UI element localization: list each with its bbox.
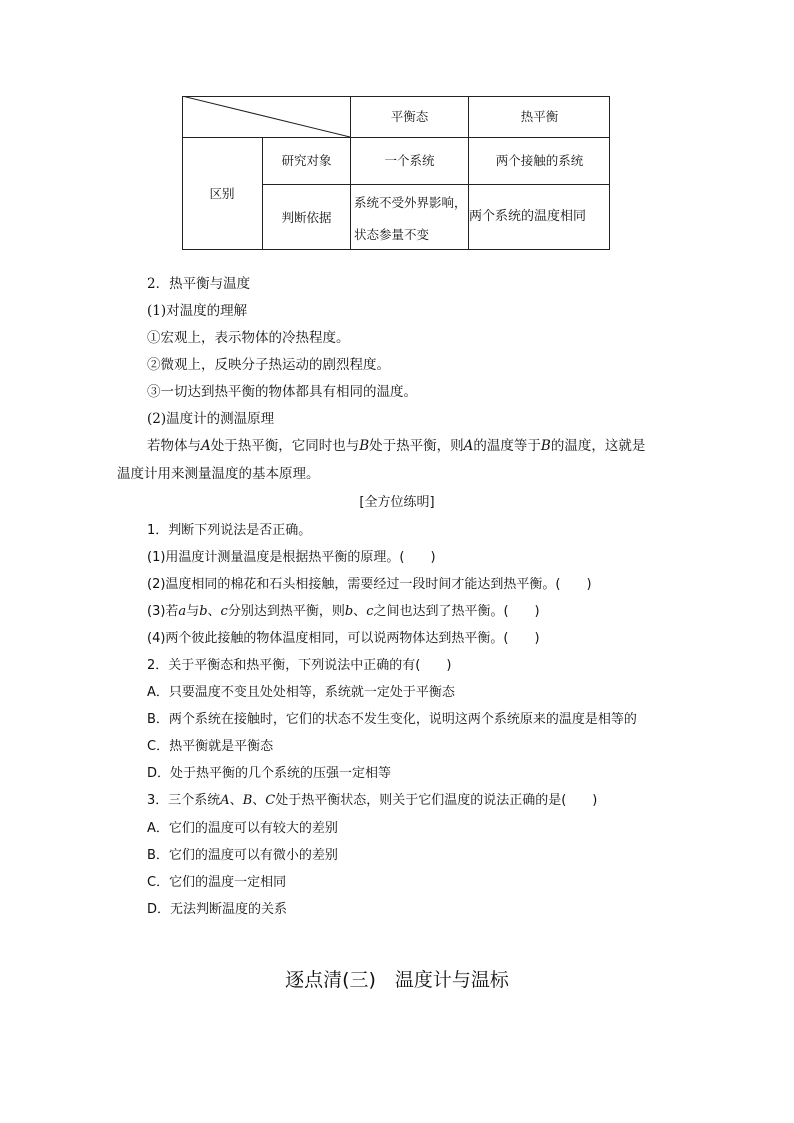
text-run: 处于热平衡，它同时也与 <box>210 438 360 454</box>
question-1: 1．判断下列说法是否正确。 <box>147 523 312 538</box>
text-run: 处于热平衡，则 <box>369 438 464 454</box>
question-2-option-d: D．处于热平衡的几个系统的压强一定相等 <box>147 766 392 781</box>
list-item: ①宏观上，表示物体的冷热程度。 <box>147 330 350 346</box>
question-1-part-4: (4)两个彼此接触的物体温度相同，可以说两物体达到热平衡。( ) <box>147 631 540 646</box>
question-3-option-d: D．无法判断温度的关系 <box>147 902 288 917</box>
symbol-c: c <box>366 604 374 619</box>
comparison-table <box>182 96 610 250</box>
cell-subject-thermal: 两个接触的系统 <box>495 153 584 169</box>
text-run: 之间也达到了热平衡。( ) <box>373 604 540 619</box>
question-1-part-2: (2)温度相同的棉花和石头相接触，需要经过一段时间才能达到热平衡。( ) <box>147 577 592 592</box>
text-run: 的温度等于 <box>473 438 541 454</box>
text-run: 3．三个系统 <box>147 793 221 808</box>
section-title: 逐点清(三) 温度计与温标 <box>285 969 509 991</box>
row-group-label: 区别 <box>209 186 235 202</box>
cell-criterion-equilibrium-line1: 系统不受外界影响， <box>354 195 467 210</box>
symbol-A: A <box>220 793 230 808</box>
list-item: ③一切达到热平衡的物体都具有相同的温度。 <box>147 384 417 400</box>
question-2-option-c: C．热平衡就是平衡态 <box>147 739 274 754</box>
symbol-B: B <box>359 438 370 454</box>
text-run: 分别达到热平衡，则 <box>227 604 345 619</box>
question-2: 2．关于平衡态和热平衡，下列说法中正确的有( ) <box>147 658 452 673</box>
cell-criterion-equilibrium-line2: 状态参量不变 <box>354 227 430 242</box>
paragraph-line: 温度计用来测量温度的基本原理。 <box>117 466 320 482</box>
text-run: 的温度，这就是 <box>550 438 646 454</box>
text-run: 、 <box>207 604 221 619</box>
text-run: 、 <box>229 793 243 808</box>
row-label-criterion: 判断依据 <box>281 209 332 225</box>
header-thermal-equilibrium: 热平衡 <box>520 108 559 124</box>
symbol-B: B <box>242 793 253 808</box>
text-run: (3)若 <box>147 604 179 619</box>
symbol-a: a <box>178 604 187 619</box>
question-2-option-b: B．两个系统在接触时，它们的状态不发生变化，说明这两个系统原来的温度是相等的 <box>147 712 637 727</box>
symbol-B: B <box>540 438 551 454</box>
symbol-C: C <box>265 793 276 808</box>
cell-subject-equilibrium: 一个系统 <box>384 153 435 169</box>
header-equilibrium-state: 平衡态 <box>390 108 429 124</box>
text-run: 处于热平衡状态，则关于它们温度的说法正确的是( ) <box>275 793 598 808</box>
paragraph-line <box>147 440 645 454</box>
question-1-part-1: (1)用温度计测量温度是根据热平衡的原理。( ) <box>147 550 436 565</box>
symbol-b: b <box>344 604 354 619</box>
symbol-A: A <box>463 438 474 454</box>
question-3-option-b: B．它们的温度可以有微小的差别 <box>147 848 338 863</box>
symbol-c: c <box>220 604 228 619</box>
section-heading: 2．热平衡与温度 <box>147 276 251 292</box>
diagonal-line <box>182 96 350 137</box>
symbol-A: A <box>201 438 211 454</box>
practice-heading: [全方位练明] <box>359 495 435 510</box>
text-run: 、 <box>353 604 367 619</box>
question-2-option-a: A．只要温度不变且处处相等，系统就一定处于平衡态 <box>147 685 455 700</box>
question-3-option-a: A．它们的温度可以有较大的差别 <box>147 821 338 836</box>
list-item: ②微观上，反映分子热运动的剧烈程度。 <box>147 357 390 373</box>
text-run: 若物体与 <box>147 438 201 454</box>
text-run: 与 <box>186 604 200 619</box>
question-3 <box>147 794 597 807</box>
cell-criterion-thermal: 两个系统的温度相同 <box>469 209 587 224</box>
text-run: 、 <box>252 793 266 808</box>
question-3-option-c: C．它们的温度一定相同 <box>147 875 287 890</box>
subheading-principle: (2)温度计的测温原理 <box>147 411 275 427</box>
question-1-part-3 <box>147 605 540 618</box>
subheading-understanding: (1)对温度的理解 <box>147 303 248 319</box>
symbol-b: b <box>199 604 208 619</box>
row-label-subject: 研究对象 <box>281 153 332 169</box>
